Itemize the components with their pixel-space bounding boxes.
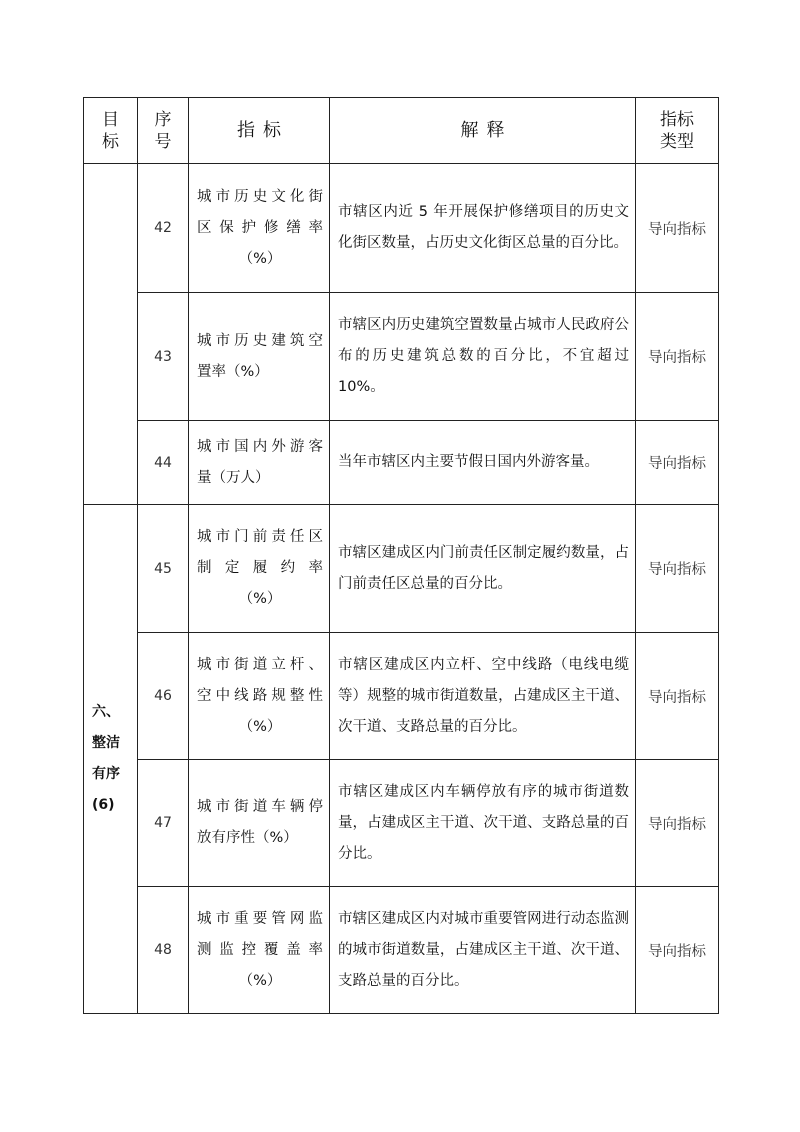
indicator-table (83, 97, 719, 1014)
indicator-name: 城市街道车辆停 放有序性（%） (189, 760, 330, 887)
table-row (84, 293, 719, 421)
indicator-explanation: 市辖区内历史建筑空置数量占城市人民政府公布的历史建筑总数的百分比，不宜超过 10%。 (330, 293, 636, 421)
goal-line: 有序 (92, 766, 120, 782)
indicator-type: 导向指标 (636, 164, 719, 293)
header-row (84, 98, 719, 164)
header-goal: 目 标 (84, 98, 138, 164)
indicator-name: 城市街道立杆、 空中线路规整性 （%） (189, 633, 330, 760)
indicator-explanation: 市辖区建成区内门前责任区制定履约数量，占门前责任区总量的百分比。 (330, 505, 636, 633)
indicator-type: 导向指标 (636, 421, 719, 505)
row-number: 46 (138, 633, 189, 760)
table-row (84, 164, 719, 293)
header-type: 指标 类型 (636, 98, 719, 164)
indicator-explanation: 市辖区内近 5 年开展保护修缮项目的历史文化街区数量，占历史文化街区总量的百分比。 (330, 164, 636, 293)
indicator-type: 导向指标 (636, 887, 719, 1014)
row-number: 47 (138, 760, 189, 887)
header-explain: 解释 (330, 98, 636, 164)
indicator-name: 城市国内外游客 量（万人） (189, 421, 330, 505)
indicator-name: 城市门前责任区 制定履约率 （%） (189, 505, 330, 633)
indicator-type: 导向指标 (636, 505, 719, 633)
table-row (84, 505, 719, 633)
indicator-explanation: 当年市辖区内主要节假日国内外游客量。 (330, 421, 636, 505)
header-indicator: 指标 (189, 98, 330, 164)
table-row (84, 887, 719, 1014)
table-row (84, 760, 719, 887)
row-number: 42 (138, 164, 189, 293)
goal-line: 整洁 (92, 735, 120, 751)
indicator-name: 城市历史文化街 区保护修缮率 （%） (189, 164, 330, 293)
indicator-type: 导向指标 (636, 633, 719, 760)
header-seq: 序 号 (138, 98, 189, 164)
row-number: 48 (138, 887, 189, 1014)
indicator-type: 导向指标 (636, 293, 719, 421)
goal-line: 六、 (92, 704, 120, 720)
row-number: 44 (138, 421, 189, 505)
indicator-explanation: 市辖区建成区内立杆、空中线路（电线电缆等）规整的城市街道数量，占建成区主干道、次干道、支路总量的百分比。 (330, 633, 636, 760)
indicator-type: 导向指标 (636, 760, 719, 887)
row-number: 43 (138, 293, 189, 421)
indicator-explanation: 市辖区建成区内车辆停放有序的城市街道数量，占建成区主干道、次干道、支路总量的百分比。 (330, 760, 636, 887)
table-row (84, 421, 719, 505)
goal-cell-empty (84, 164, 138, 505)
goal-count: (6) (92, 797, 115, 813)
indicator-explanation: 市辖区建成区内对城市重要管网进行动态监测的城市街道数量，占建成区主干道、次干道、支路总量的百分比。 (330, 887, 636, 1014)
indicator-name: 城市重要管网监 测监控覆盖率 （%） (189, 887, 330, 1014)
indicator-name: 城市历史建筑空 置率（%） (189, 293, 330, 421)
table-row (84, 633, 719, 760)
goal-group-cell (84, 505, 138, 1014)
row-number: 45 (138, 505, 189, 633)
